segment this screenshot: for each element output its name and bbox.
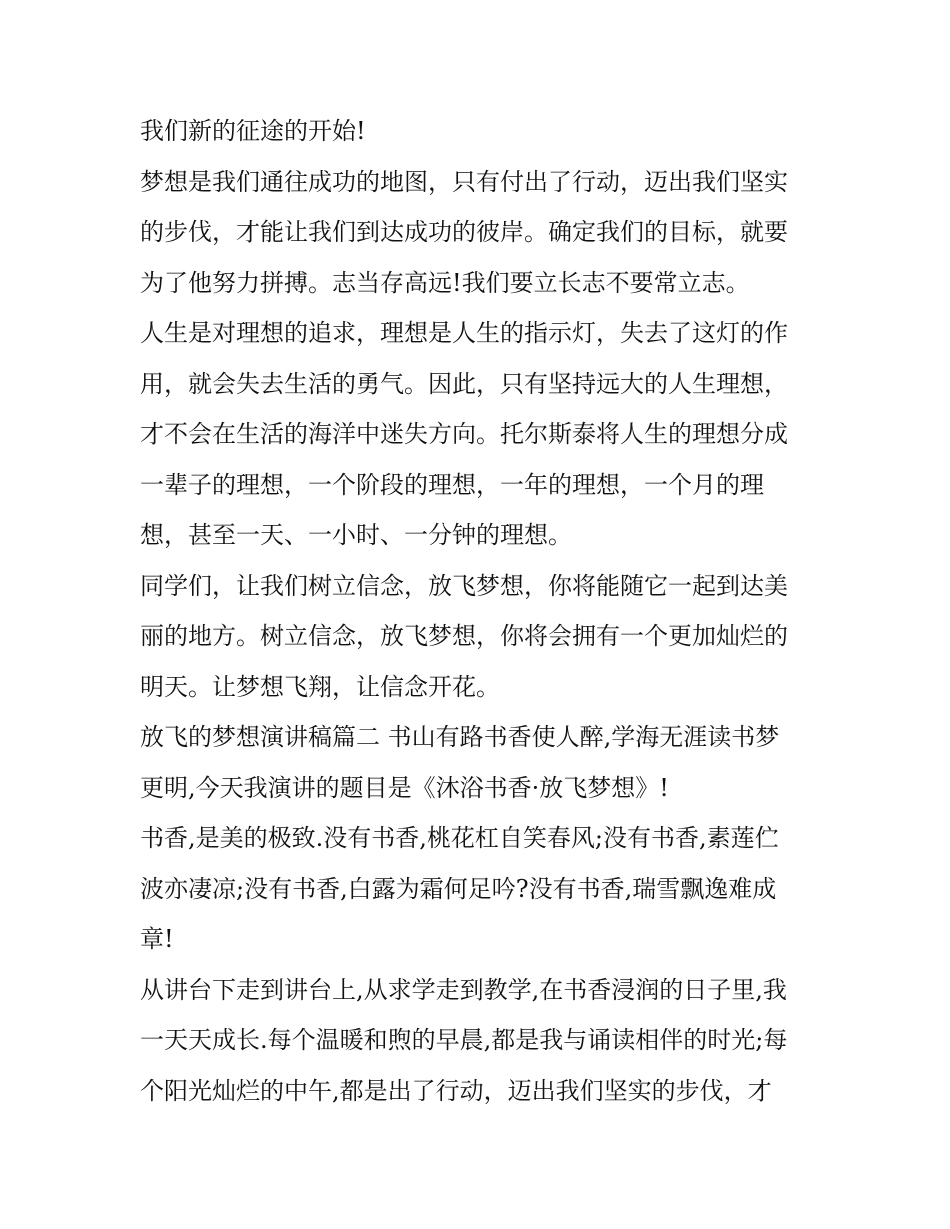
paragraph: 梦想是我们通往成功的地图，只有付出了行动，迈出我们坚实 的步伐，才能让我们到达成功的彼岸。确定我们的目标，就要 为了他努力拼搏。志当存高远!我们要立长志不要常立志。 <box>140 167 788 297</box>
paragraph: 人生是对理想的追求，理想是人生的指示灯，失去了这灯的作 用，就会失去生活的勇气。因此，只有坚持远大的人生理想， 才不会在生活的海洋中迷失方向。托尔斯泰将人生的理想分成 一辈子的理想，一个阶段的理想，一年的理想，一个月的理 想，甚至一天、一小时、一分钟的理想。 <box>140 319 788 549</box>
paragraph: 从讲台下走到讲台上,从求学走到教学,在书香浸润的日子里,我 一天天成长.每个温暖和煦的早晨,都是我与诵读相伴的时光;每 个阳光灿烂的中午,都是出了行动，迈出我们坚实的步伐，才 <box>140 975 788 1105</box>
paragraph: 我们新的征途的开始! <box>140 117 366 145</box>
paragraph: 放飞的梦想演讲稿篇二 书山有路书香使人醉,学海无涯读书梦 更明,今天我演讲的题目是《沐浴书香·放飞梦想》! <box>140 723 780 802</box>
paragraph: 同学们，让我们树立信念，放飞梦想，你将能随它一起到达美 丽的地方。树立信念，放飞梦想，你将会拥有一个更加灿烂的 明天。让梦想飞翔，让信念开花。 <box>140 571 788 701</box>
document-body <box>140 106 820 1116</box>
paragraph: 书香,是美的极致.没有书香,桃花杠自笑春风;没有书香,素莲伫 波亦凄凉;没有书香,白露为霜何足吟?没有书香,瑞雪飘逸难成 章! <box>140 824 779 953</box>
